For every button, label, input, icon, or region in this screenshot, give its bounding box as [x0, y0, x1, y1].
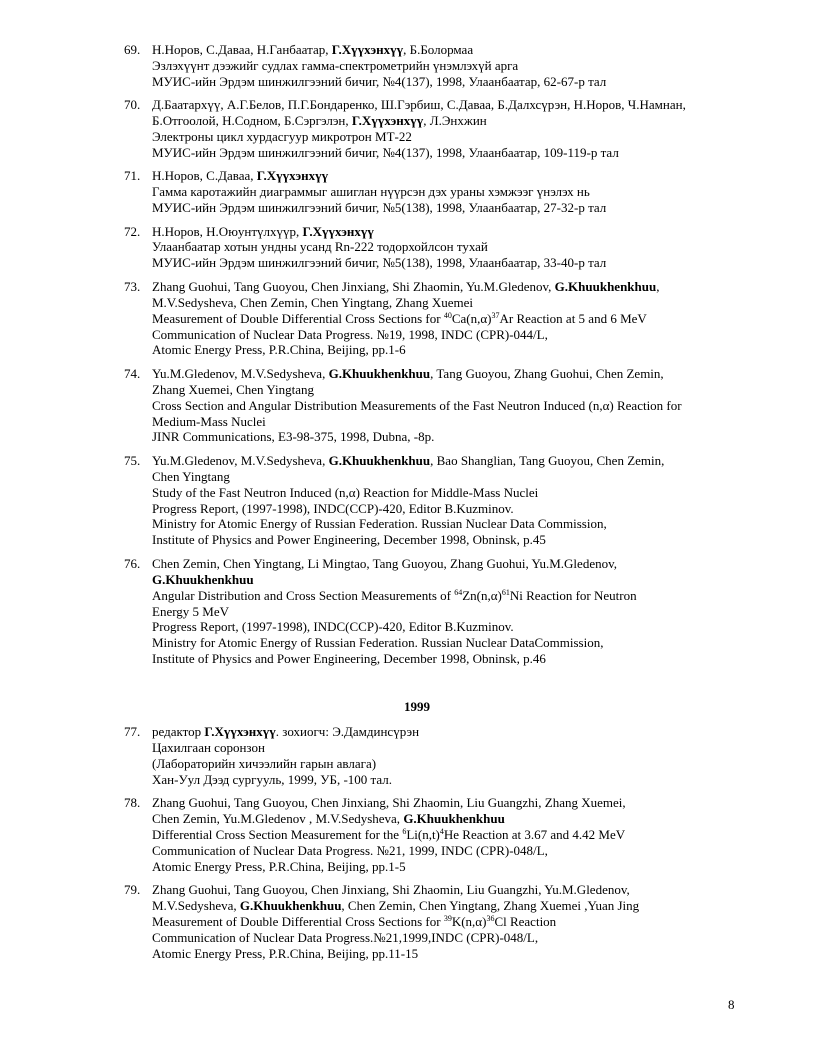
entry-line — [152, 485, 816, 501]
entry-line — [152, 619, 816, 635]
text-segment: Progress Report, (1997-1998), INDC(CCP)-420, Editor B.Kuzminov. — [152, 500, 514, 516]
entry-line — [152, 811, 816, 827]
entry-line — [152, 74, 816, 90]
entry-line — [152, 946, 816, 962]
text-segment: , Tang Guoyou, Zhang Guohui, Chen Zemin, — [430, 365, 664, 381]
entry-line — [152, 795, 816, 811]
entry-line — [152, 311, 816, 327]
text-segment: Zhang Guohui, Tang Guoyou, Chen Jinxiang, Shi Zhaomin, Liu Guangzhi, Yu.M.Gledenov, — [152, 882, 630, 898]
text-segment: Energy 5 MeV — [152, 603, 230, 619]
text-segment: Н.Норов, С.Даваа, Н.Ганбаатар, — [152, 42, 332, 57]
superscript: 61 — [501, 587, 510, 597]
entry-number: 77. — [124, 724, 141, 740]
entry-number: 70. — [124, 97, 141, 113]
text-segment: Н.Норов, С.Даваа, — [152, 168, 257, 184]
entry-line — [152, 556, 816, 572]
text-segment: Улаанбаатар хотын ундны усанд Rn-222 тодорхойлсон тухай — [152, 239, 488, 255]
text-segment: Cross Section and Angular Distribution Measurements of the Fast Neutron Induced (n,α) Reaction for — [152, 397, 682, 413]
entries-1998 — [0, 42, 816, 667]
highlighted-author: Г.Хүүхэнхүү — [351, 113, 424, 129]
entries-1999 — [0, 724, 816, 962]
entry-line — [152, 724, 816, 740]
text-segment: Ca(n,α) — [451, 310, 492, 326]
entry-line — [152, 295, 816, 311]
text-segment: Ar Reaction at 5 and 6 MeV — [499, 310, 647, 326]
text-segment: Institute of Physics and Power Engineering, December 1998, Obninsk, p.46 — [152, 651, 546, 667]
text-segment: , — [656, 278, 660, 294]
entry-line — [152, 859, 816, 875]
entry-line — [152, 429, 816, 445]
superscript: 37 — [491, 310, 500, 320]
entry-line — [152, 827, 816, 843]
bibliography-entry — [0, 453, 816, 548]
bibliography-list — [0, 42, 816, 969]
text-segment: Yu.M.Gledenov, M.V.Sedysheva, — [152, 452, 329, 468]
text-segment: МУИС-ийн Эрдэм шинжилгээний бичиг, №5(138), 1998, Улаанбаатар, 27-32-р тал — [152, 200, 607, 216]
entry-line — [152, 327, 816, 343]
highlighted-author: G.Khuukhenkhuu — [152, 571, 254, 587]
entry-line — [152, 516, 816, 532]
text-segment: M.V.Sedysheva, Chen Zemin, Chen Yingtang, Zhang Xuemei — [152, 294, 473, 310]
entry-line — [152, 200, 816, 216]
text-segment: , Chen Zemin, Chen Yingtang, Zhang Xuemei ,Yuan Jing — [341, 898, 640, 914]
bibliography-entry — [0, 366, 816, 446]
entry-line — [152, 898, 816, 914]
text-segment: Цахилгаан соронзон — [152, 739, 265, 755]
text-segment: Н.Норов, Н.Оюунтүлхүүр, — [152, 223, 303, 239]
entry-number: 69. — [124, 42, 141, 57]
entry-line — [152, 168, 816, 184]
text-segment: Institute of Physics and Power Engineering, December 1998, Obninsk, p.45 — [152, 532, 546, 548]
entry-line — [152, 145, 816, 161]
entry-line — [152, 843, 816, 859]
text-segment: . зохиогч: Э.Дамдинсүрэн — [275, 724, 420, 740]
text-segment: Atomic Energy Press, P.R.China, Beijing, pp.1-5 — [152, 858, 406, 874]
entry-line — [152, 42, 816, 58]
entry-line — [152, 414, 816, 430]
text-segment: He Reaction at 3.67 and 4.42 MeV — [443, 826, 626, 842]
text-segment: Ni Reaction for Neutron — [509, 587, 637, 603]
entry-line — [152, 239, 816, 255]
highlighted-author: G.Khuukhenkhuu — [328, 365, 431, 381]
text-segment: редактор — [152, 724, 205, 740]
page-number: 8 — [728, 997, 735, 1012]
entry-line — [152, 756, 816, 772]
highlighted-author: G.Khuukhenkhuu — [328, 452, 431, 468]
entry-line — [152, 453, 816, 469]
text-segment: Medium-Mass Nuclei — [152, 413, 266, 429]
entry-line — [152, 97, 816, 113]
entry-line — [152, 382, 816, 398]
bibliography-entry — [0, 224, 816, 272]
superscript: 4 — [439, 826, 444, 836]
entry-line — [152, 930, 816, 946]
text-segment: Differential Cross Section Measurement for the — [152, 826, 403, 842]
highlighted-author: Г.Хүүхэнхүү — [331, 42, 404, 57]
text-segment: , Bao Shanglian, Tang Guoyou, Chen Zemin, — [430, 452, 665, 468]
text-segment: Электроны цикл хурдасгуур микротрон МТ-22 — [152, 129, 412, 145]
entry-line — [152, 882, 816, 898]
entry-number: 72. — [124, 223, 141, 239]
entry-number: 79. — [124, 882, 141, 898]
bibliography-entry — [0, 42, 816, 90]
text-segment: M.V.Sedysheva, — [152, 898, 240, 914]
entry-line — [152, 342, 816, 358]
text-segment: , Л.Энхжин — [423, 113, 487, 129]
entry-line — [152, 366, 816, 382]
text-segment: Study of the Fast Neutron Induced (n,α) Reaction for Middle-Mass Nuclei — [152, 484, 539, 500]
text-segment: Гамма каротажийн диаграммыг ашиглан нүүрсэн дэх ураны хэмжээг үнэлэх нь — [152, 184, 590, 200]
text-segment: , Б.Болормаа — [403, 42, 474, 57]
text-segment: K(n,α) — [451, 914, 487, 929]
highlighted-author: Г.Хүүхэнхүү — [256, 168, 329, 184]
text-segment: Zn(n,α) — [462, 587, 502, 603]
text-segment: Measurement of Double Differential Cross Sections for — [152, 310, 444, 326]
year-heading: 1999 — [404, 699, 430, 715]
text-segment: Progress Report, (1997-1998), INDC(CCP)-420, Editor B.Kuzminov. — [152, 619, 514, 635]
entry-line — [152, 469, 816, 485]
text-segment: МУИС-ийн Эрдэм шинжилгээний бичиг, №5(138), 1998, Улаанбаатар, 33-40-р тал — [152, 255, 607, 271]
highlighted-author: G.Khuukhenkhuu — [239, 898, 342, 914]
entry-line — [152, 772, 816, 788]
bibliography-entry — [0, 882, 816, 962]
text-segment: Cl Reaction — [494, 914, 557, 929]
entry-line — [152, 914, 816, 930]
bibliography-entry — [0, 724, 816, 788]
text-segment: Chen Zemin, Chen Yingtang, Li Mingtao, Tang Guoyou, Zhang Guohui, Yu.M.Gledenov, — [152, 555, 617, 571]
text-segment: МУИС-ийн Эрдэм шинжилгээний бичиг, №4(137), 1998, Улаанбаатар, 62-67-р тал — [152, 73, 607, 89]
text-segment: Atomic Energy Press, P.R.China, Beijing, pp.11-15 — [152, 945, 419, 961]
entry-line — [152, 532, 816, 548]
bibliography-entry — [0, 168, 816, 216]
entry-line — [152, 740, 816, 756]
entry-line — [152, 604, 816, 620]
text-segment: JINR Communications, E3-98-375, 1998, Dubna, -8p. — [152, 429, 435, 445]
text-segment: Zhang Guohui, Tang Guoyou, Chen Jinxiang, Shi Zhaomin, Liu Guangzhi, Zhang Xuemei, — [152, 795, 626, 811]
highlighted-author: Г.Хүүхэнхүү — [302, 223, 374, 239]
text-segment: Yu.M.Gledenov, M.V.Sedysheva, — [152, 365, 329, 381]
superscript: 40 — [443, 310, 452, 320]
text-segment: Zhang Guohui, Tang Guoyou, Chen Jinxiang, Shi Zhaomin, Yu.M.Gledenov, — [152, 278, 555, 294]
text-segment: Atomic Energy Press, P.R.China, Beijing, pp.1-6 — [152, 342, 406, 358]
superscript: 64 — [454, 587, 463, 597]
text-segment: МУИС-ийн Эрдэм шинжилгээний бичиг, №4(137), 1998, Улаанбаатар, 109-119-р тал — [152, 144, 619, 160]
superscript: 39 — [443, 914, 452, 923]
entry-line — [152, 279, 816, 295]
highlighted-author: Г.Хүүхэнхүү — [204, 724, 276, 740]
highlighted-author: G.Khuukhenkhuu — [554, 278, 657, 294]
text-segment: Д.Баатархүү, А.Г.Белов, П.Г.Бондаренко, Ш.Гэрбиш, С.Даваа, Б.Далхсүрэн, Н.Норов, Ч.Намнан, — [152, 97, 686, 113]
superscript: 36 — [486, 914, 495, 923]
entry-line — [152, 572, 816, 588]
text-segment: Measurement of Double Differential Cross Sections for — [152, 914, 444, 929]
entry-line — [152, 58, 816, 74]
text-segment: (Лабораторийн хичээлийн гарын авлага) — [152, 755, 377, 771]
entry-number: 78. — [124, 795, 141, 811]
entry-line — [152, 635, 816, 651]
entry-line — [152, 184, 816, 200]
entry-number: 71. — [124, 168, 141, 184]
bibliography-entry — [0, 795, 816, 875]
bibliography-entry — [0, 279, 816, 359]
highlighted-author: G.Khuukhenkhuu — [403, 811, 505, 827]
text-segment: Хан-Уул Дээд сургууль, 1999, УБ, -100 тал. — [152, 771, 393, 787]
bibliography-entry — [0, 97, 816, 161]
text-segment: Communication of Nuclear Data Progress. №19, 1998, INDC (CPR)-044/L, — [152, 326, 548, 342]
text-segment: Zhang Xuemei, Chen Yingtang — [152, 381, 314, 397]
entry-line — [152, 651, 816, 667]
entry-line — [152, 224, 816, 240]
entry-line — [152, 588, 816, 604]
bibliography-entry — [0, 556, 816, 667]
entry-number: 74. — [124, 365, 141, 381]
entry-line — [152, 398, 816, 414]
entry-number: 73. — [124, 278, 141, 294]
entry-number: 75. — [124, 452, 141, 468]
text-segment: Angular Distribution and Cross Section Measurements of — [152, 587, 455, 603]
entry-line — [152, 129, 816, 145]
text-segment: Б.Отгоолой, Н.Содном, Б.Сэргэлэн, — [152, 113, 352, 129]
text-segment: Chen Zemin, Yu.M.Gledenov , M.V.Sedysheva, — [152, 811, 404, 827]
entry-line — [152, 113, 816, 129]
text-segment: Ministry for Atomic Energy of Russian Federation. Russian Nuclear DataCommission, — [152, 635, 604, 651]
entry-line — [152, 255, 816, 271]
entry-line — [152, 501, 816, 517]
text-segment: Communication of Nuclear Data Progress.№21,1999,INDC (CPR)-048/L, — [152, 929, 539, 945]
text-segment: Li(n,t) — [406, 826, 440, 842]
entry-number: 76. — [124, 555, 141, 571]
text-segment: Эзлэхүүнт дээжийг судлах гамма-спектрометрийн үнэмлэхүй арга — [152, 57, 519, 73]
superscript: 6 — [402, 826, 407, 836]
text-segment: Ministry for Atomic Energy of Russian Federation. Russian Nuclear Data Commission, — [152, 516, 607, 532]
text-segment: Communication of Nuclear Data Progress. №21, 1999, INDC (CPR)-048/L, — [152, 842, 548, 858]
text-segment: Chen Yingtang — [152, 468, 230, 484]
